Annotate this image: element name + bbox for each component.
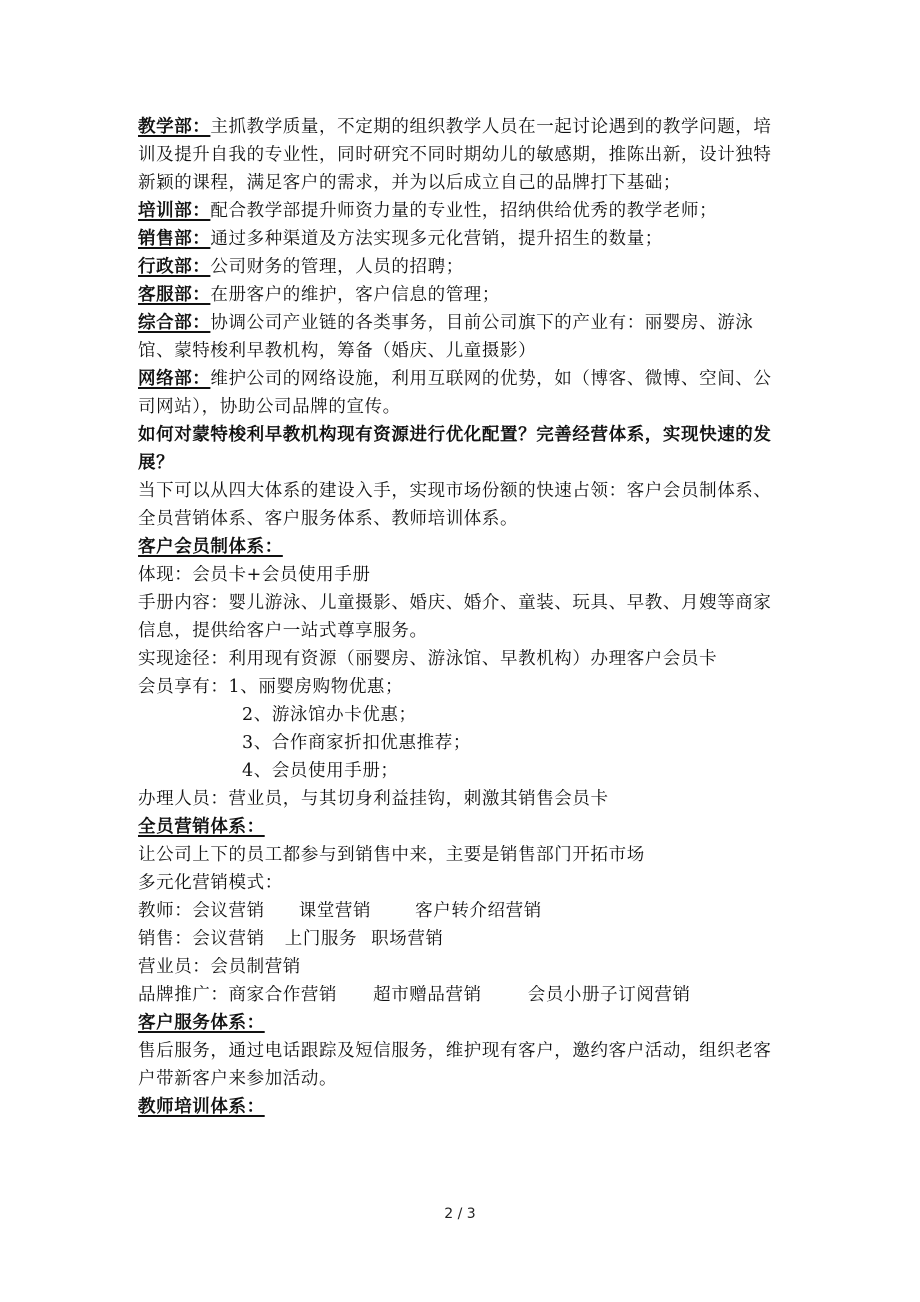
row-label: 教师： [138, 901, 193, 921]
marketing-item: 客户转介绍营销 [415, 901, 542, 921]
dept-teaching [138, 113, 778, 197]
section-heading: 全员营销体系： [138, 817, 265, 837]
dept-admin [138, 253, 778, 281]
dept-training [138, 197, 778, 225]
membership-line: 体现：会员卡+会员使用手册 [138, 565, 371, 585]
dept-sales [138, 225, 778, 253]
benefit-item: 1、丽婴房购物优惠； [228, 677, 404, 697]
dept-desc: 协调公司产业链的各类事务，目前公司旗下的产业有：丽婴房、游泳馆、蒙特梭利早教机构，筹备（婚庆、儿童摄影） [138, 313, 754, 361]
marketing-item: 商家合作营销 [228, 985, 338, 1005]
dept-customer-service [138, 281, 778, 309]
row-label: 营业员： [138, 957, 211, 977]
section-heading-membership [138, 533, 778, 561]
marketing-item: 会员小册子订阅营销 [527, 985, 691, 1005]
intro-paragraph: 当下可以从四大体系的建设入手，实现市场份额的快速占领：客户会员制体系、全员营销体系、客户服务体系、教师培训体系。 [138, 481, 772, 529]
dept-desc: 配合教学部提升师资力量的专业性，招纳供给优秀的教学老师； [210, 201, 718, 221]
document-body [138, 113, 778, 1121]
marketing-item: 会员制营销 [210, 957, 301, 977]
membership-line: 手册内容：婴儿游泳、儿童摄影、婚庆、婚介、童装、玩具、早教、月嫂等商家信息，提供给客户一站式尊享服务。 [138, 593, 772, 641]
marketing-item: 会议营销 [192, 901, 265, 921]
section-heading: 教师培训体系： [138, 1097, 265, 1117]
allstaff-line: 多元化营销模式： [138, 873, 283, 893]
dept-desc: 通过多种渠道及方法实现多元化营销，提升招生的数量； [210, 229, 663, 249]
section-heading-service [138, 1009, 778, 1037]
row-label: 销售： [138, 929, 193, 949]
service-paragraph: 售后服务，通过电话跟踪及短信服务，维护现有客户，邀约客户活动，组织老客户带新客户来参加活动。 [138, 1041, 772, 1089]
dept-name: 教学部： [138, 117, 211, 137]
dept-desc: 主抓教学质量，不定期的组织教学人员在一起讨论遇到的教学问题，培训及提升自我的专业性，同时研究不同时期幼儿的敏感期，推陈出新，设计独特新颖的课程，满足客户的需求，并为以后成立自己的品牌打下基础； [138, 117, 772, 193]
benefits-label: 会员享有： [138, 677, 229, 697]
section-heading: 客户会员制体系： [138, 537, 283, 557]
dept-desc: 公司财务的管理，人员的招聘； [210, 257, 464, 277]
dept-name: 培训部： [138, 201, 211, 221]
marketing-row-sales [138, 925, 778, 953]
membership-line: 实现途径：利用现有资源（丽婴房、游泳馆、早教机构）办理客户会员卡 [138, 649, 718, 669]
marketing-row-brand [138, 981, 778, 1009]
dept-network [138, 365, 778, 421]
dept-name: 销售部： [138, 229, 211, 249]
dept-desc: 在册客户的维护，客户信息的管理； [210, 285, 501, 305]
marketing-row-teacher [138, 897, 778, 925]
dept-name: 网络部： [138, 369, 211, 389]
dept-general [138, 309, 778, 365]
marketing-item: 超市赠品营销 [373, 985, 482, 1005]
question-heading: 如何对蒙特梭利早教机构现有资源进行优化配置？完善经营体系，实现快速的发展？ [138, 425, 772, 473]
dept-desc: 维护公司的网络设施，利用互联网的优势，如（博客、微博、空间、公司网站），协助公司品牌的宣传。 [138, 369, 772, 417]
marketing-item: 职场营销 [371, 929, 444, 949]
dept-name: 行政部： [138, 257, 211, 277]
section-heading-training [138, 1093, 778, 1121]
section-heading: 客户服务体系： [138, 1013, 265, 1033]
marketing-row-clerk [138, 953, 778, 981]
marketing-item: 会议营销 [192, 929, 265, 949]
benefit-line [138, 673, 778, 701]
row-label: 品牌推广： [138, 985, 229, 1005]
benefit-item: 2、游泳馆办卡优惠； [242, 705, 417, 725]
allstaff-line: 让公司上下的员工都参与到销售中来，主要是销售部门开拓市场 [138, 845, 645, 865]
benefit-item: 4、会员使用手册； [242, 761, 399, 781]
section-heading-allstaff [138, 813, 778, 841]
benefit-item: 3、合作商家折扣优惠推荐； [242, 733, 471, 753]
marketing-item: 课堂营销 [298, 901, 372, 921]
membership-handler: 办理人员：营业员，与其切身利益挂钩，刺激其销售会员卡 [138, 789, 609, 809]
dept-name: 综合部： [138, 313, 211, 333]
marketing-item: 上门服务 [284, 929, 358, 949]
dept-name: 客服部： [138, 285, 211, 305]
page-number: 2 / 3 [444, 1206, 476, 1222]
